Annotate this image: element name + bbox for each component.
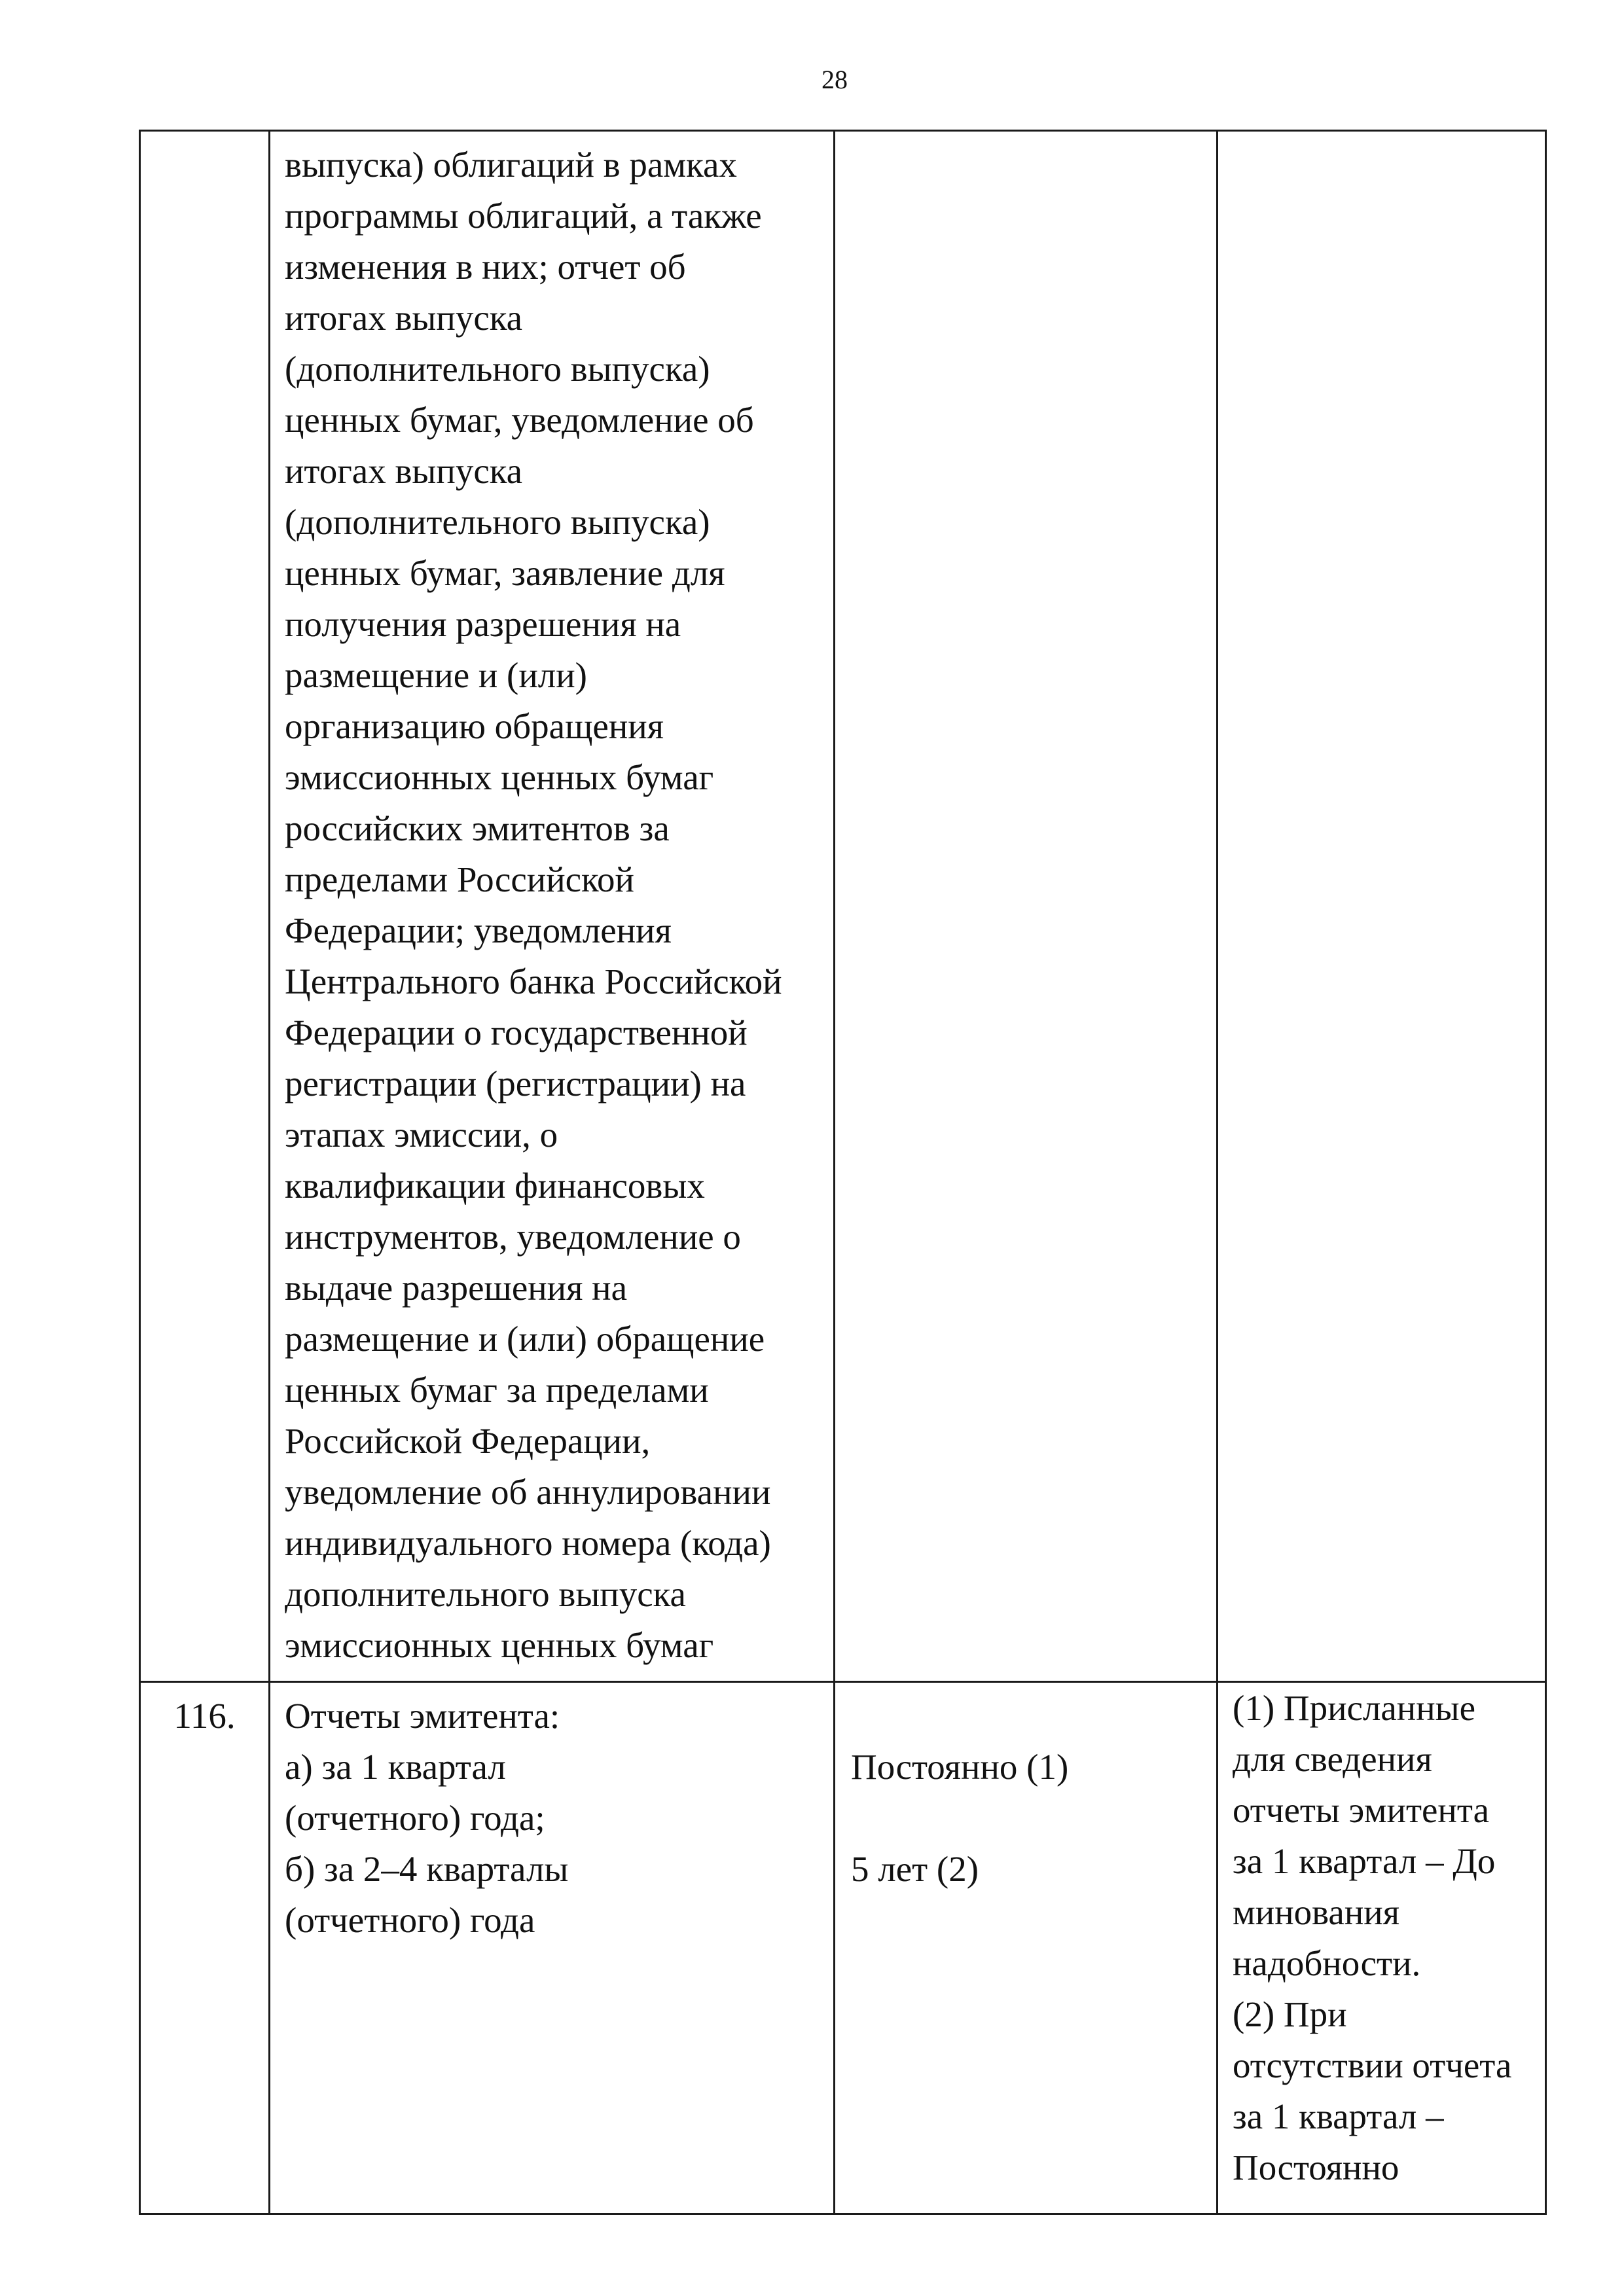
notes-cell xyxy=(1218,1682,1546,2214)
table-row xyxy=(140,131,1546,1682)
article-number: 116. xyxy=(173,1696,236,1736)
retention-term-cell xyxy=(835,131,1218,1682)
document-type-cell xyxy=(270,1682,835,2214)
article-number-cell xyxy=(140,1682,270,2214)
retention-table xyxy=(139,130,1547,2215)
notes-text: (1) Присланные для сведения отчеты эмитента за 1 квартал – До минования надобности. (2) При отсутствии отчета за 1 квартал – Постоянно xyxy=(1233,1688,1512,2187)
document-type-cell xyxy=(270,131,835,1682)
page-number: 28 xyxy=(821,65,848,94)
retention-term-cell xyxy=(835,1682,1218,2214)
retention-term-1: Постоянно (1) xyxy=(851,1747,1069,1787)
document-type-text: Отчеты эмитента: а) за 1 квартал (отчетного) года; б) за 2–4 кварталы (отчетного) года xyxy=(285,1696,569,1940)
document-type-text: выпуска) облигаций в рамках программы облигаций, а также изменения в них; отчет об итогах выпуска (дополнительного выпуска) ценных бумаг, уведомление об итогах выпуска (дополнительного выпуска) ценных бумаг, заявление для получения разрешения на размещение и (или) организацию обращения эмиссионных ценных бумаг российских эмитентов за пределами Российской Федерации; уведомления Центрального банка Российской Федерации о государственной регистрации (регистрации) на этапах эмиссии, о квалификации финансовых инструментов, уведомление о выдаче разрешения на размещение и (или) обращение ценных бумаг за пределами Российской Федерации, уведомление об аннулировании индивидуального номера (кода) дополнительного выпуска эмиссионных ценных бумаг xyxy=(285,145,782,1665)
notes-cell xyxy=(1218,131,1546,1682)
article-number-cell xyxy=(140,131,270,1682)
table-row xyxy=(140,1682,1546,2214)
retention-term-2: 5 лет (2) xyxy=(851,1849,979,1889)
